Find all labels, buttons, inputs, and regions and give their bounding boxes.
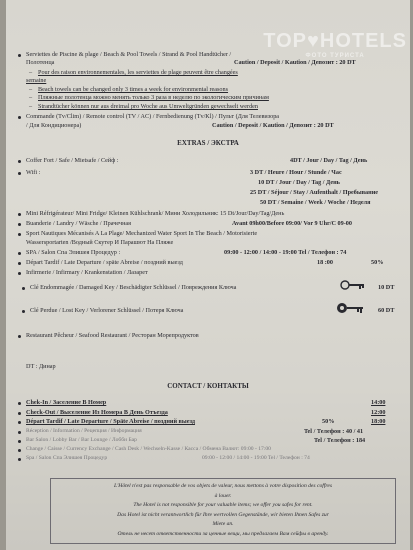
bullet-dot [18, 160, 21, 163]
service-line: Serviettes de Piscine & plage / Beach & Pool Towels / Strand & Pool Handtücher / [26, 51, 232, 58]
contact-line: Tel / Телефон : 40 / 41 [304, 428, 364, 435]
extra-line: Wassersportarten /Водный Скутер И Парашют На Пляже [26, 239, 174, 246]
extras-heading: EXTRAS / ЭКСТРА [177, 139, 239, 147]
extra-line: Wifi : [26, 169, 41, 176]
extra-line: 50 DT / Semaine / Week / Woche / Неделя [260, 199, 371, 206]
extra-line: 18 :00 [317, 259, 333, 266]
bullet-dot [18, 116, 21, 119]
extra-line: Sport Nautiques Mécanisés A La Plage/ Mechanized Water Sport In The Beach / Motorisierte [26, 230, 258, 237]
watermark [263, 30, 407, 59]
extra-line: SPA / Salon Спа Элишея Процедур : [26, 249, 121, 256]
contact-line: 12:00 [371, 409, 386, 416]
service-line: Полотенца [26, 59, 55, 66]
bullet-dot [18, 458, 21, 461]
dash-marker: – [29, 103, 33, 110]
contact-line: Réception / Information / Рецепция / Информация [26, 428, 142, 434]
extra-line: 25 DT / Séjour / Stay / Aufenthalt / Пребывание [250, 189, 379, 196]
bullet-dot [18, 54, 21, 57]
extra-line: Coffer Fort / Safe / Mietsafe / Сейф : [26, 157, 119, 164]
contact-line: Change / Caisse / Currency Exchange / Cash Desk / Wechseln-Kasse / Касса / Обмена Валют: 09:00 - 17:00 [26, 446, 271, 452]
extra-line: 3 DT / Heure / Hour / Stunde / Час [250, 169, 342, 176]
bullet-dot [18, 213, 21, 216]
extra-line: Départ Tardif / Late Departure / späte Abreise / поздний выезд [26, 259, 183, 266]
service-line: Beach towels can be changed only 3 times a week for environmental reasons [38, 86, 229, 93]
bullet-dot [18, 223, 21, 226]
damaged-key-icon [340, 279, 366, 291]
extra-line: Restaurant Pêcheur / Seafood Restaurant / Ресторан Морепродуктов [26, 332, 199, 339]
contact-line: Départ Tardif / Late Departure / Späte Abreise / поздний выезд [26, 418, 195, 425]
bullet-dot [18, 402, 21, 405]
extra-line: Avant 09h00/Before 09:00/ Vor 9 Uhr/С 09-00 [232, 220, 352, 227]
bullet-dot [18, 272, 21, 275]
extra-line: 50% [371, 259, 384, 266]
service-line: Commande (Tv/Clim) / Remote control (TV / AC) / Fernbedienung (Tv/Kl) / Пульт (Для Телевизора [26, 113, 280, 120]
dash-marker: – [29, 94, 33, 101]
lost-key-icon [336, 301, 364, 315]
service-line: Caution / Deposit / Kaution / Депозит : 20 DT [212, 122, 334, 129]
extra-line: Infirmerie / Infirmary / Krankenstation / Лазарет [26, 269, 148, 276]
contact-line: Spa / Salon Спа Элишея Процедур [26, 455, 108, 461]
bullet-dot [18, 262, 21, 265]
watermark-tag: ФОТО ТУРИСТА [305, 53, 365, 59]
extra-line: 4DT / Jour / Day / Tag / День [290, 157, 368, 164]
watermark-brand: TOP♥HOTELS [263, 30, 407, 52]
bullet-dot [22, 287, 25, 290]
extra-line: 09:00 - 12:00 / 14:00 - 19:00 Tel / Телефон : 74 [224, 249, 347, 256]
extra-line: Clé Perdue / Lost Key / Verlorener Schlüssel / Потеря Ключа [30, 307, 184, 314]
contact-line: Chek-In / Заселение В Номер [26, 399, 107, 406]
service-line: Caution / Deposit / Kaution / Депозит : 20 DT [234, 59, 356, 66]
extra-line: 60 DT [378, 307, 395, 314]
contact-heading: CONTACT / КОНТАКТЫ [167, 382, 249, 390]
notice-line: Miete an. [212, 521, 234, 527]
notice-line: à louer. [214, 492, 232, 499]
bullet-dot [18, 431, 21, 434]
contact-line: Bar Salon / Lobby Bar / Bar Lounge / Лобби Бар [26, 437, 137, 443]
extra-line: 10 DT [378, 284, 395, 291]
extra-line: 10 DT / Jour / Day / Tag / День [258, 179, 340, 186]
bullet-dot [18, 421, 21, 424]
contact-line: Check-Out / Выселение Из Номера В День Отъезда [26, 409, 168, 416]
service-line: Pour des raison environnementales, les serviettes de plage peuvent être changées [38, 69, 238, 76]
bullet-dot [18, 440, 21, 443]
valuables-notice-box [50, 478, 396, 544]
contact-line: 18:00 [371, 418, 386, 425]
bullet-dot [18, 335, 21, 338]
bullet-dot [18, 412, 21, 415]
service-line: Strandtücher können nur aus dreimal pro Woche aus Umweltgründen gewechselt werden [38, 103, 259, 110]
extra-line: DT : Динар [26, 363, 56, 370]
dash-marker: – [29, 86, 33, 93]
bullet-dot [18, 449, 21, 452]
service-line: semaine [26, 77, 47, 84]
document-page [6, 0, 410, 550]
notice-line: Das Hotel ist nicht verantwortlich für Ihre wertvollen Gegenstände, wir bieten Ihnen Safes zur [117, 511, 329, 518]
extra-line: Mini Réfrigérateur/ Mini Fridge/ Kleinen Kühlschrank/ Мини Холодильник: 15 Dt/Jour/Day/Tag/День [26, 210, 285, 217]
contact-line: 50% [322, 418, 335, 425]
notice-line: L'Hôtel n'est pas responsable de vos objets de valeur, nous mettons à votre disposition des coffres [113, 483, 333, 489]
bullet-dot [22, 310, 25, 313]
bullet-dot [18, 252, 21, 255]
contact-line: 14:00 [371, 399, 386, 406]
dash-marker: – [29, 69, 33, 76]
service-line: Пляжные полотенца можно менять только 3 раза в неделю по экологическим причинам [38, 94, 269, 101]
notice-line: Отель не несет ответственности за ценные вещи, мы предлагаем Вам сейфы в аренду. [117, 530, 329, 537]
contact-line: 09:00 - 12:00 / 14:00 - 19:00 Tel / Телефон : 74 [202, 455, 310, 461]
notice-line: The Hotel is not responsible for your valuable items; we offer you safes for rent. [133, 502, 313, 508]
contact-line: Tel / Телефон : 184 [314, 437, 366, 444]
extra-line: Clé Endommagée / Damaged Key / Beschädigter Schlüssel / Повреждения Ключа [30, 284, 237, 291]
service-line: / Для Кондиционера) [26, 122, 82, 129]
bullet-dot [18, 233, 21, 236]
bullet-dot [18, 172, 21, 175]
extra-line: Buanderie / Landry / Wäsche / Прачечная [26, 220, 131, 227]
